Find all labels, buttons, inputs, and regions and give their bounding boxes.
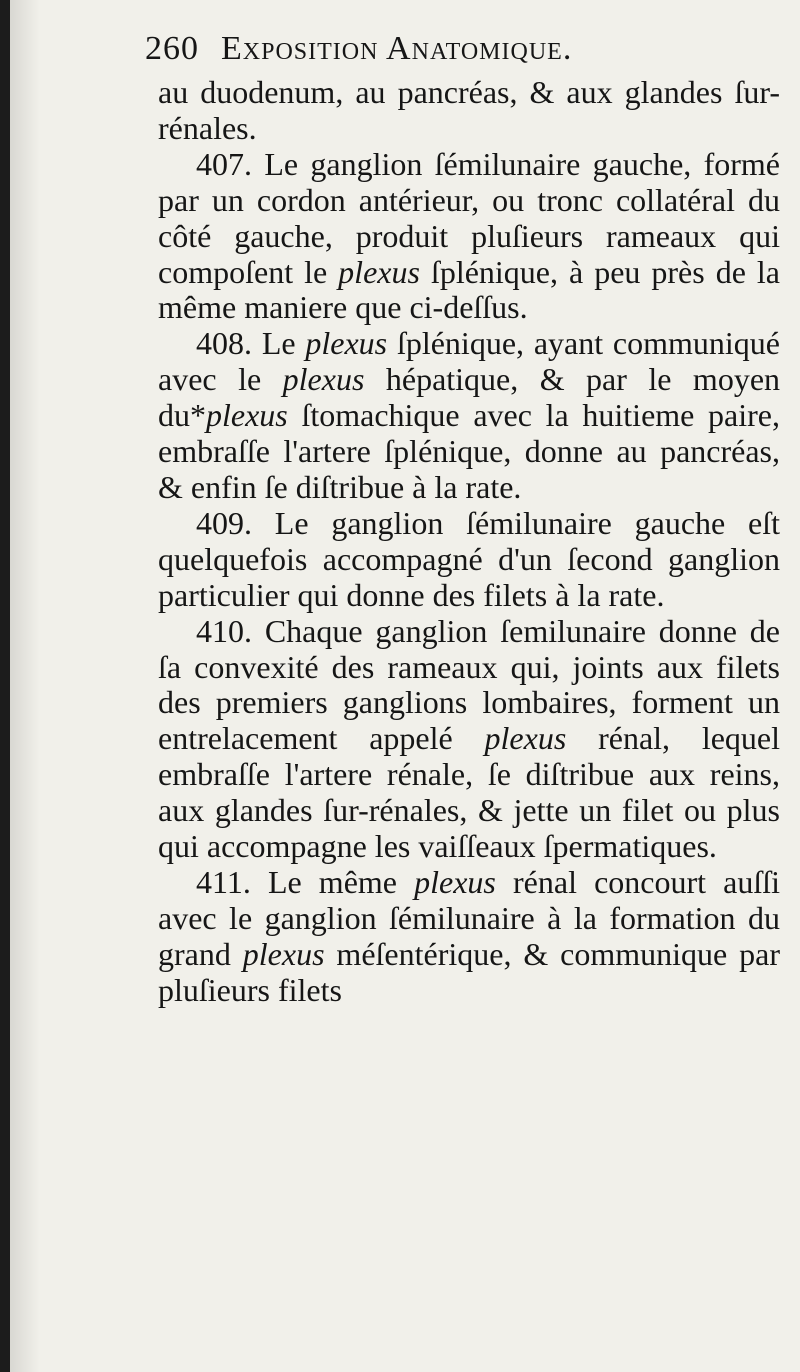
paragraph-410: 410. Chaque ganglion ſemilunaire donne de ſa convexité des rameaux qui, joints aux filets des premiers ganglions lombaires, forment un entrelacement appelé plexus rénal, lequel embraſſe l'artere rénale, ſe diſtribue aux reins, aux glandes ſur-rénales, & jette un filet ou plus qui accompagne les vaiſſeaux ſpermatiques.	[158, 612, 781, 865]
paragraph-number: 407.	[196, 145, 252, 182]
paragraph-411: 411. Le même plexus rénal concourt auſſi avec le ganglion ſémilunaire à la formation du grand plexus méſentérique, & communique par pluſieurs filets	[158, 863, 781, 1008]
paragraph-407: 407. Le ganglion ſémilunaire gauche, formé par un cordon antérieur, ou tronc collatéral du côté gauche, produit pluſieurs rameaux qui compoſent le plexus ſplénique, à peu près de la même maniere que ci-deſſus.	[158, 145, 781, 326]
running-header	[145, 30, 572, 68]
paragraph-number: 411.	[196, 863, 251, 900]
paragraph-408: 408. Le plexus ſplénique, ayant communiqué avec le plexus hépatique, & par le moyen du*plexus ſtomachique avec la huitieme paire, embraſſe l'artere ſplénique, donne au pancréas, & enfin ſe diſtribue à la rate.	[158, 325, 781, 505]
running-title: Exposition Anatomique.	[221, 30, 573, 67]
paragraph-409: 409. Le ganglion ſémilunaire gauche eſt quelquefois accompagné d'un ſecond ganglion particulier qui donne des filets à la rate.	[158, 504, 781, 613]
paragraph-number: 408.	[196, 325, 252, 362]
book-page	[10, 0, 800, 1372]
page-number: 260	[145, 30, 199, 67]
body-text	[158, 75, 780, 1009]
paragraph-continued: au duodenum, au pancréas, & aux glandes ſur-rénales.	[158, 74, 780, 146]
paragraph-number: 409.	[196, 504, 252, 541]
paragraph-number: 410.	[196, 612, 252, 649]
